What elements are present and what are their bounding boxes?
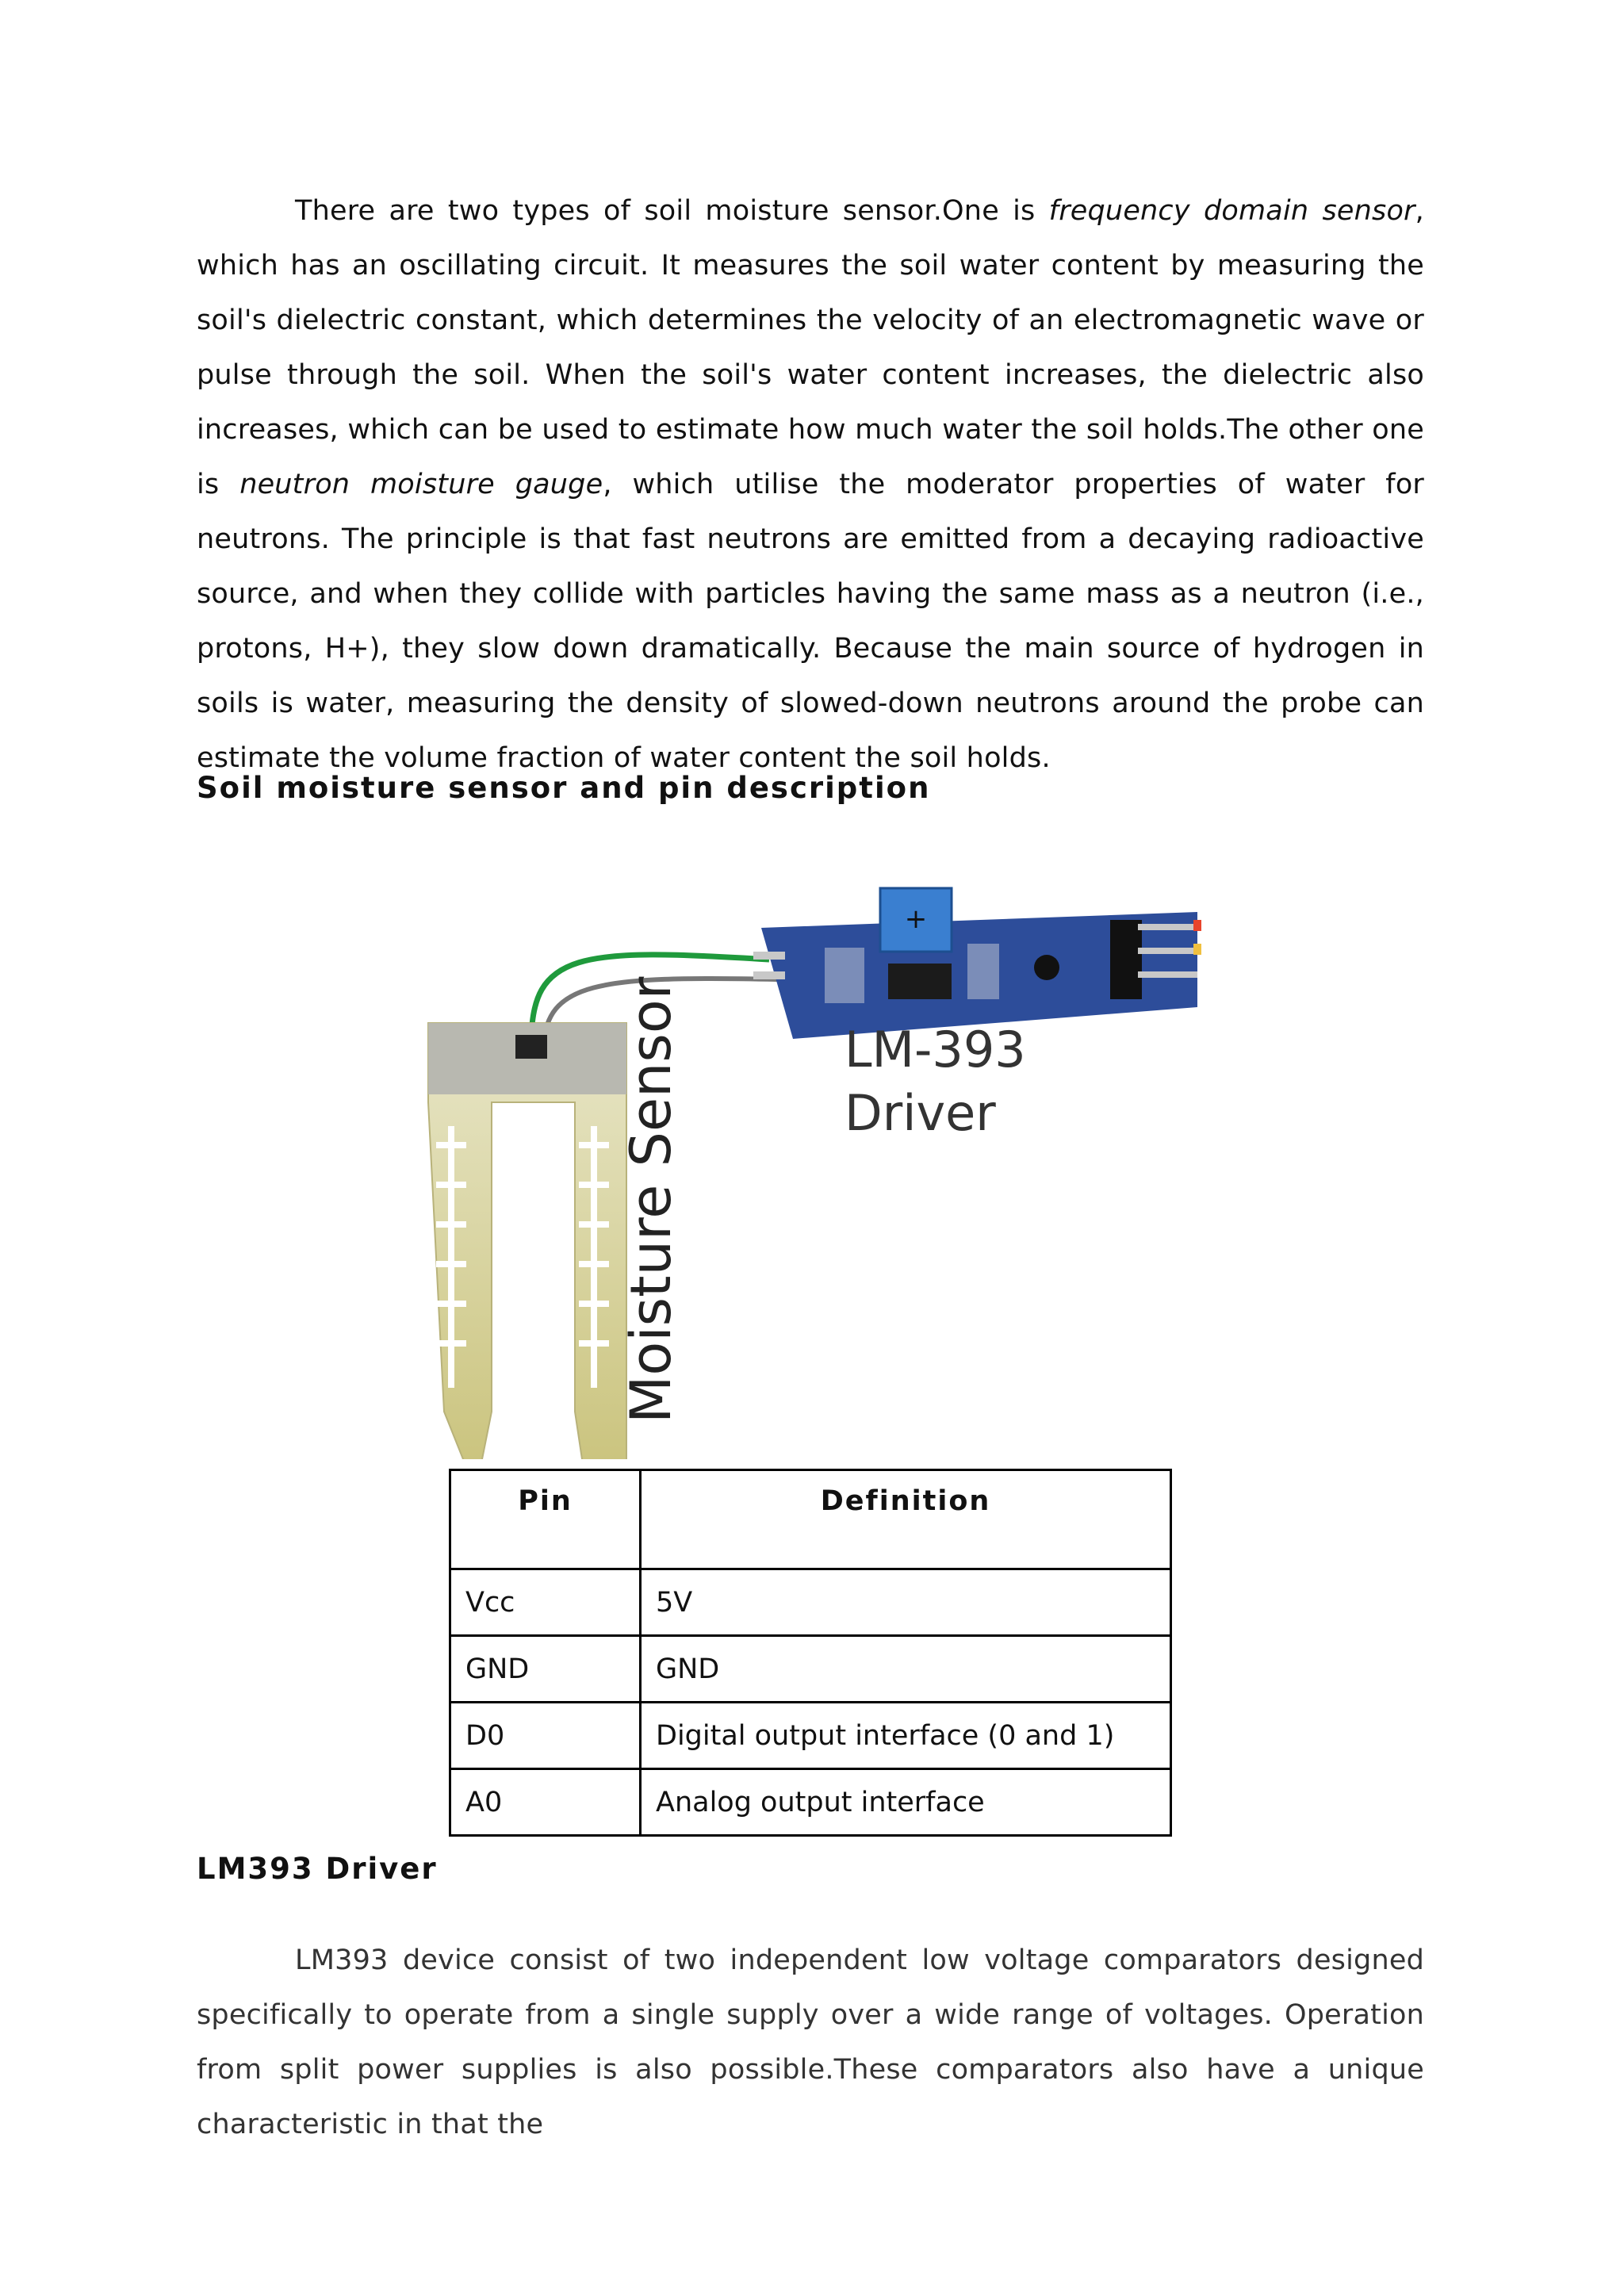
intro-paragraph — [197, 184, 1424, 786]
table-row — [450, 1703, 1171, 1769]
pin-cell: Vcc — [450, 1569, 641, 1636]
driver-label-line1: LM-393 — [845, 1021, 1026, 1079]
table-row — [450, 1569, 1171, 1636]
paragraph-text: , which has an oscillating circuit. It measures the soil water content by measuring the soil's dielectric constant, which determines the velocity of an electromagnetic wave or pulse through the soil. When the soil's water content increases, the dielectric also increases, which can be used to estimate how much water the soil holds.The other one is — [197, 195, 1424, 500]
lm393-driver-board — [753, 888, 1201, 1039]
driver-label-line2: Driver — [845, 1084, 996, 1142]
table-row — [450, 1769, 1171, 1836]
table-row — [450, 1636, 1171, 1703]
pin-cell: A0 — [450, 1769, 641, 1836]
section-heading-sensor: Soil moisture sensor and pin description — [197, 771, 931, 805]
moisture-probe — [428, 1023, 626, 1459]
term-neutron-moisture-gauge: neutron moisture gauge — [239, 469, 603, 500]
lm393-paragraph — [197, 1933, 1424, 2152]
paragraph-text: There are two types of soil moisture sensor.One is — [295, 195, 1049, 227]
definition-cell: GND — [641, 1636, 1171, 1703]
paragraph-text: , which utilise the moderator properties of water for neutrons. The principle is that fast neutrons are emitted from a decaying radioactive source, and when they collide with particles having the same mass as a neutron (i.e., protons, H+), they slow down dramatically. Because the main source of hydrogen in soils is water, measuring the density of slowed-down neutrons around the probe can estimate the volume fraction of water content the soil holds. — [197, 469, 1425, 774]
definition-cell: Analog output interface — [641, 1769, 1171, 1836]
pin-description-table — [449, 1469, 1172, 1837]
section-heading-lm393: LM393 Driver — [197, 1852, 438, 1886]
table-header-row — [450, 1470, 1171, 1569]
term-frequency-domain-sensor: frequency domain sensor — [1048, 195, 1415, 227]
pin-cell: GND — [450, 1636, 641, 1703]
pin-cell: D0 — [450, 1703, 641, 1769]
probe-label: Moisture Sensor — [619, 976, 684, 1423]
column-header-definition: Definition — [641, 1470, 1171, 1569]
column-header-pin: Pin — [450, 1470, 641, 1569]
soil-moisture-sensor-figure — [396, 872, 1205, 1459]
paragraph-text: LM393 device consist of two independent low voltage comparators designed specifically to operate from a single supply over a wide range of voltages. Operation from split power supplies is also possible.These comparators also have a unique characteristic in that the — [197, 1944, 1424, 2140]
definition-cell: 5V — [641, 1569, 1171, 1636]
definition-cell: Digital output interface (0 and 1) — [641, 1703, 1171, 1769]
svg-text:+: + — [904, 903, 928, 935]
